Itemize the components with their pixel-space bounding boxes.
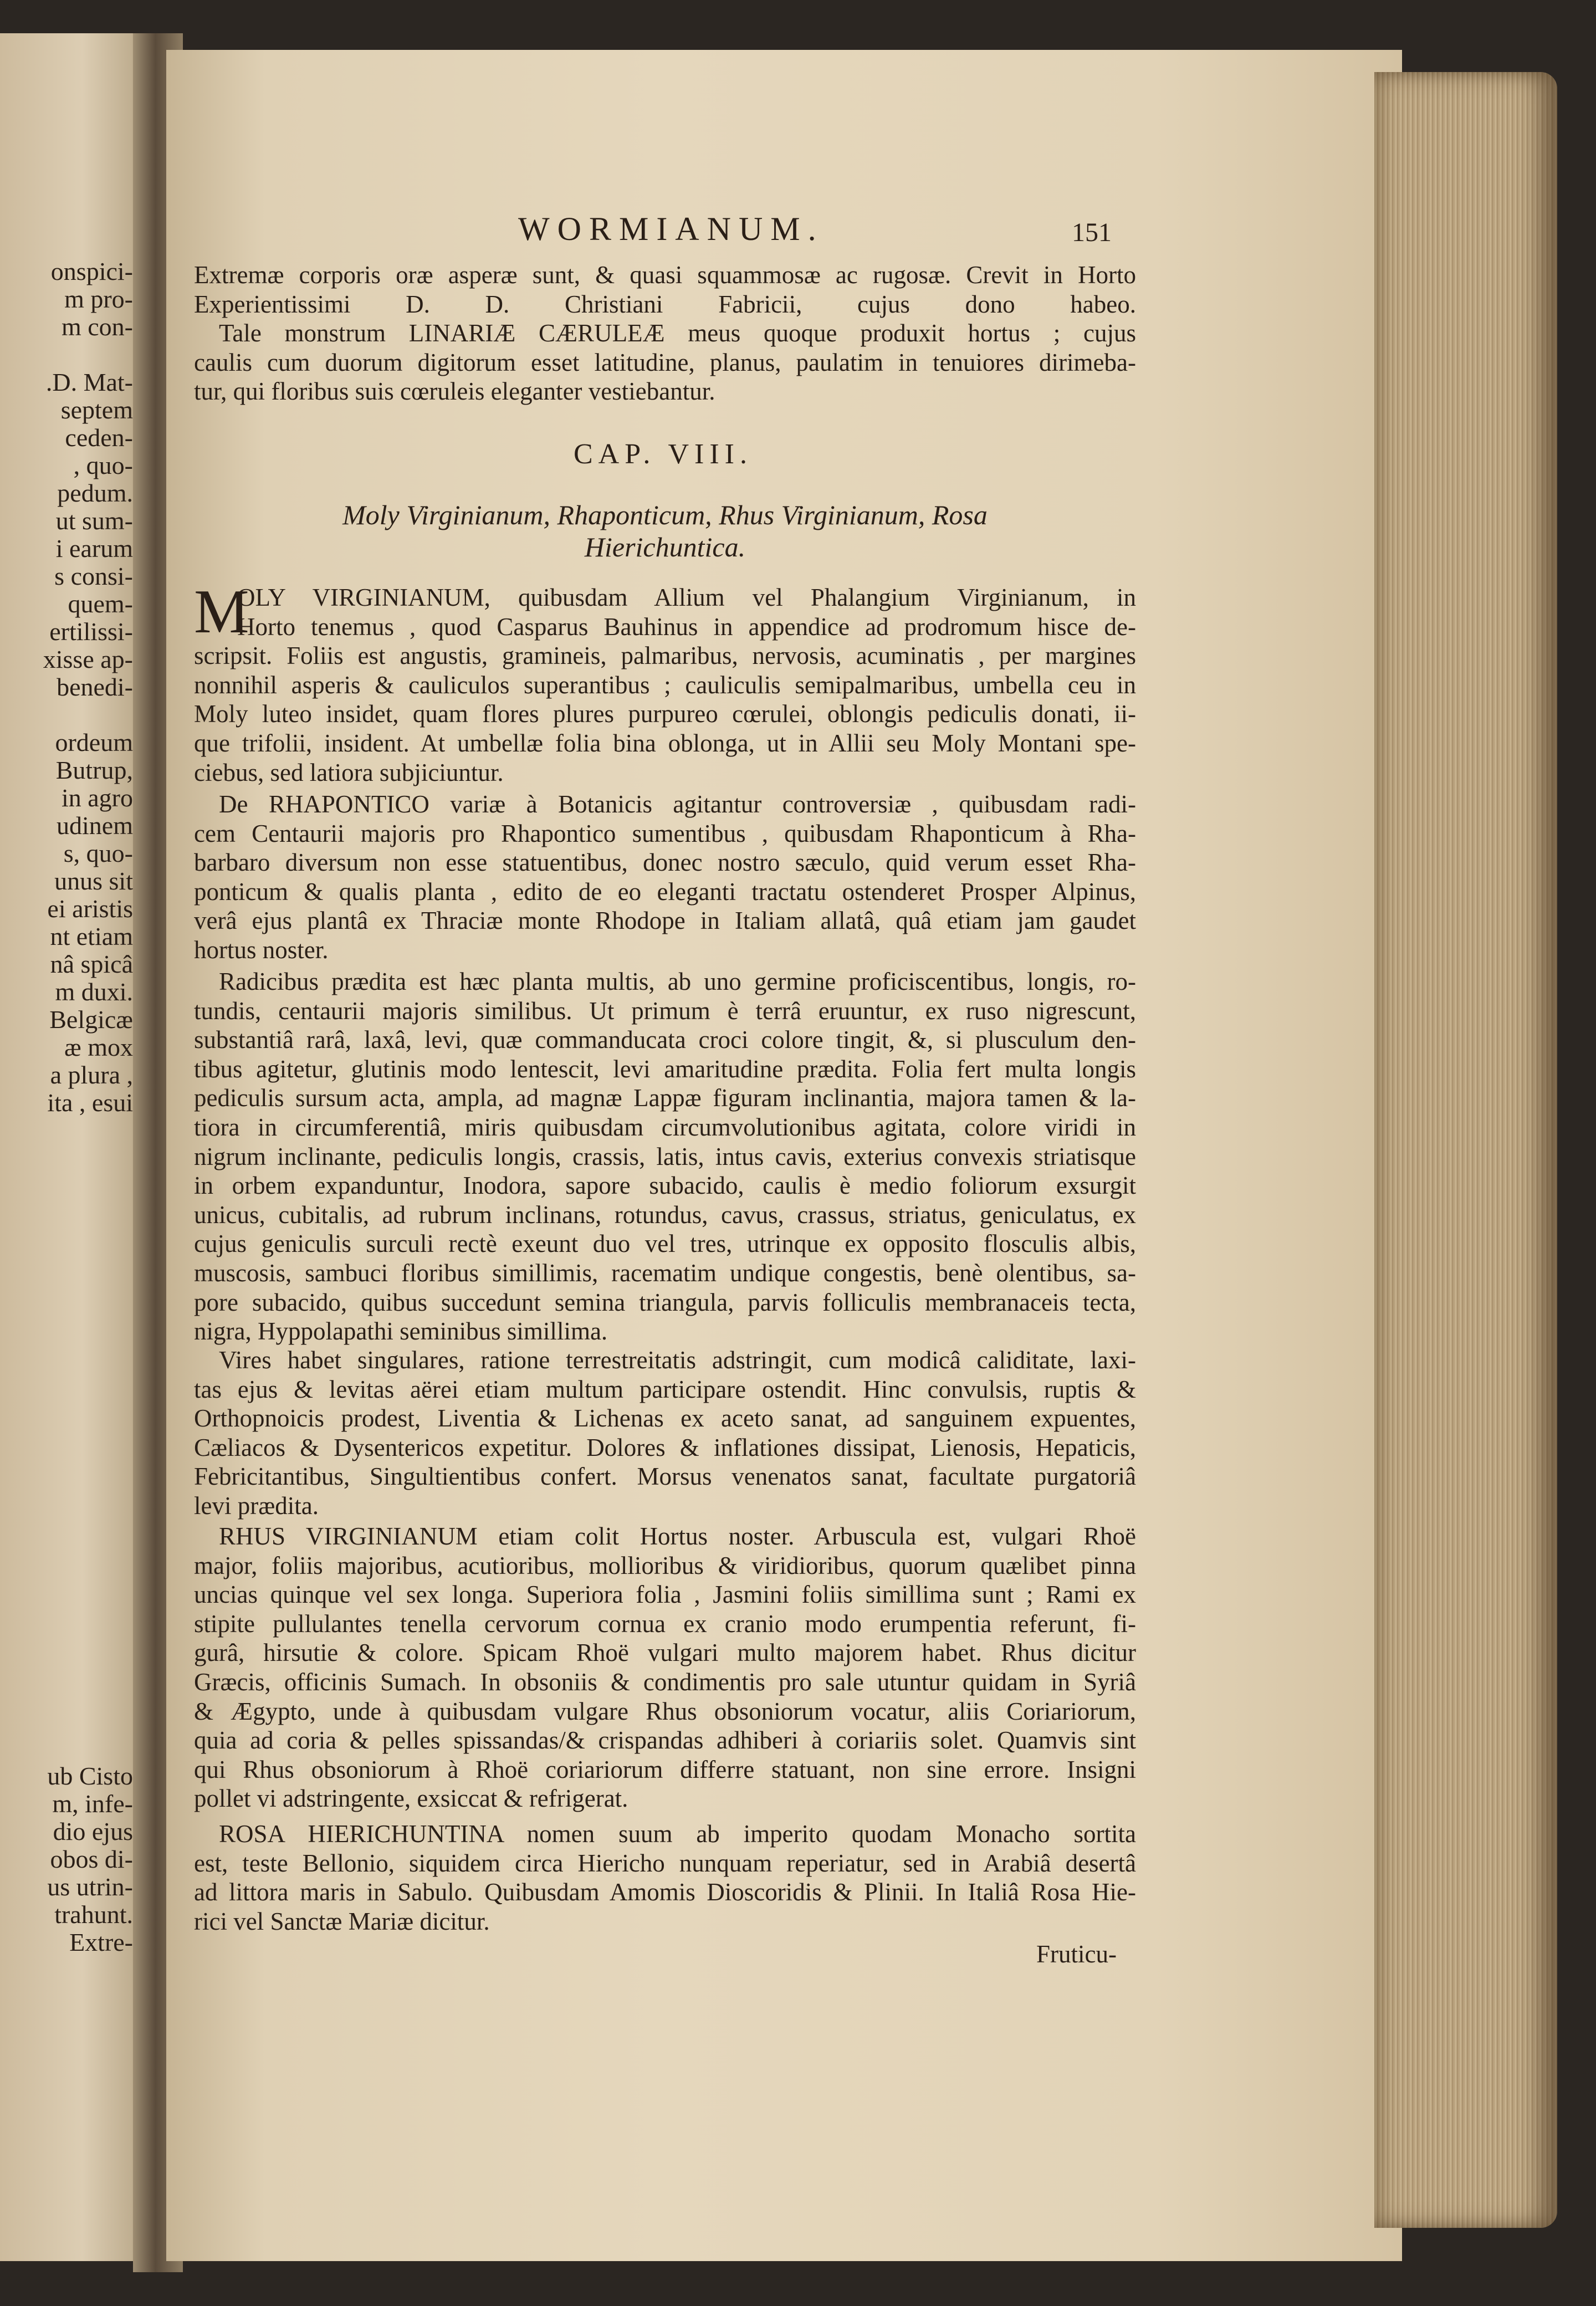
left-page-line: ordeum — [55, 728, 133, 756]
subtitle-line: Hierichuntica. — [584, 531, 746, 563]
text-line: levi prædita. — [194, 1491, 319, 1520]
text-line: rici vel Sanctæ Mariæ dicitur. — [194, 1907, 490, 1935]
left-page-line: .D. Mat- — [45, 368, 133, 396]
left-page-line: a plura , — [50, 1061, 133, 1089]
paragraph-rhus — [194, 1522, 1136, 1813]
drop-cap: M — [194, 577, 249, 646]
text-line: verâ ejus plantâ ex Thraciæ monte Rhodope in Italiam allatâ, quâ etiam jam gaudet — [194, 907, 1136, 935]
text-line: gurâ, hirsutie & colore. Spicam Rhoë vulgari multo majorem habet. Rhus dicitur — [194, 1639, 1136, 1667]
paragraph-rhapontico — [194, 790, 1136, 965]
left-page-line: Extre- — [69, 1928, 133, 1956]
paragraph-rosa — [194, 1819, 1136, 1936]
subtitle-line: Moly Virginianum, Rhaponticum, Rhus Virginianum, Rosa — [342, 499, 988, 530]
text-line: nigrum inclinante, pediculis longis, crassis, latis, intus cavis, exterius convexis striatisque — [194, 1142, 1136, 1170]
text-line: & Ægypto, unde à quibusdam vulgare Rhus obsoniorum vocatur, aliis Coriariorum, — [194, 1697, 1136, 1725]
left-page-line: m con- — [61, 313, 133, 341]
text-line: hortus noster. — [194, 935, 329, 964]
catchword: Fruticu- — [1036, 1940, 1117, 1968]
left-page-line: ei aristis — [47, 894, 133, 923]
text-line: nigra, Hyppolapathi seminibus simillima. — [194, 1317, 608, 1346]
text-line: Experientissimi D. D. Christiani Fabricii, cujus dono habeo. — [194, 290, 1136, 318]
text-line: ciebus, sed latiora subjiciuntur. — [194, 758, 504, 786]
text-line: in orbem expanduntur, Inodora, sapore subacido, caulis è medio foliorum exsurgit — [194, 1172, 1136, 1200]
left-page-line: ub Cisto — [47, 1762, 133, 1790]
text-line: ROSA HIERICHUNTINA nomen suum ab imperito quodam Monacho sortita — [219, 1820, 1136, 1848]
text-line: Cæliacos & Dysentericos expetitur. Dolores & inflationes dissipat, Lienosis, Hepaticis, — [194, 1433, 1136, 1461]
left-page-line: ita , esui — [47, 1088, 133, 1117]
left-page-line: m duxi. — [55, 978, 133, 1006]
text-line: pollet vi adstringente, exsiccat & refrigerat. — [194, 1785, 628, 1813]
left-page-line — [0, 341, 133, 369]
text-line: tibus agitetur, glutinis modo lentescit, levi amaritudine prædita. Folia fert multa longis — [194, 1055, 1136, 1083]
left-page-lower-text — [0, 1762, 133, 1956]
left-page-line: trahunt. — [54, 1900, 133, 1929]
left-page-line: us utrin- — [47, 1873, 133, 1901]
running-head: WORMIANUM. — [518, 211, 824, 247]
left-page-line: ut sum- — [55, 507, 133, 535]
paragraph-radicibus — [194, 967, 1136, 1346]
left-page-line: s consi- — [54, 562, 133, 590]
text-line: est, teste Bellonio, siquidem circa Hiericho nunquam reperiatur, sed in Arabiâ desertâ — [194, 1849, 1136, 1877]
page-number: 151 — [1072, 218, 1112, 247]
text-line: cem Centaurii majoris pro Rhapontico sumentibus , quibusdam Rhaponticum à Rha- — [194, 819, 1136, 847]
text-line: OLY VIRGINIANUM, quibusdam Allium vel Phalangium Virginianum, in — [237, 584, 1136, 611]
left-page-line: ceden- — [65, 423, 133, 452]
text-line: tundis, centaurii majoris similibus. Ut primum è terrâ eruuntur, ex ruso nigrescunt, — [194, 996, 1136, 1025]
text-line: tur, qui floribus suis cœruleis eleganter vestiebantur. — [194, 377, 715, 406]
left-page-line: æ mox — [64, 1033, 133, 1061]
text-line: Moly luteo insidet, quam flores plures purpureo cœrulei, oblongis pediculis donati, ii- — [194, 700, 1136, 728]
left-page-line: Butrup, — [55, 756, 133, 784]
left-page-line: dio ejus — [53, 1817, 133, 1845]
text-line: muscosis, sambuci floribus simillimis, racematim undique congestis, benè olentibus, sa- — [194, 1259, 1136, 1287]
text-line: Orthopnoicis prodest, Liventia & Lichenas ex aceto sanat, ad sanguinem expuentes, — [194, 1404, 1136, 1433]
text-line: RHUS VIRGINIANUM etiam colit Hortus noster. Arbuscula est, vulgari Rhoë — [219, 1522, 1136, 1550]
text-line: tas ejus & levitas aërei etiam multum participare ostendit. Hinc convulsis, ruptis & — [194, 1375, 1136, 1403]
text-line: stipite pullulantes tenella cervorum cornua ex cranio modo erumpentia referunt, fi- — [194, 1609, 1136, 1638]
left-page-line — [0, 701, 133, 729]
text-line: uncias quinque vel sex longa. Superiora folia , Jasmini foliis simillima sunt ; Rami ex — [194, 1581, 1136, 1609]
left-page-line: septem — [60, 396, 133, 424]
left-page-line: unus sit — [54, 867, 133, 895]
left-page-line: udinem — [57, 811, 133, 840]
paragraph-vires — [194, 1346, 1136, 1521]
text-line: substantiâ rarâ, laxâ, levi, quæ commanducata croci colore tingit, &, si plusculum den- — [194, 1026, 1136, 1054]
left-page-line: ertilissi- — [49, 617, 133, 646]
text-line: major, foliis majoribus, acutioribus, mollioribus & viridioribus, quorum quælibet pinna — [194, 1551, 1136, 1579]
text-line: pore subacido, quibus succedunt semina triangula, parvis folliculis membranaceis tecta, — [194, 1288, 1136, 1316]
left-page-line: m, infe- — [52, 1789, 133, 1818]
left-page-line: onspici- — [50, 258, 133, 285]
chapter-heading: CAP. VIII. — [574, 438, 753, 470]
left-page-line: quem- — [68, 590, 133, 618]
text-line: Vires habet singulares, ratione terrestreitatis adstringit, cum modicâ caliditate, laxi- — [219, 1346, 1136, 1374]
text-line: Horto tenemus , quod Casparus Bauhinus in appendice ad prodromum hisce de- — [237, 612, 1136, 641]
intro-paragraph — [194, 260, 1136, 406]
text-line: nonnihil asperis & cauliculos superantibus ; cauliculis semipalmaribus, umbella ceu in — [194, 671, 1136, 699]
page-edges — [1374, 72, 1557, 2228]
text-line: pediculis sursum acta, ampla, ad magnæ Lappæ figuram inclinantia, majora tamen & la- — [194, 1084, 1136, 1112]
text-line: Extremæ corporis oræ asperæ sunt, & quasi squammosæ ac rugosæ. Crevit in Horto — [194, 261, 1136, 289]
text-line: qui Rhus obsoniorum à Rhoë coriariorum differre statuant, non sine errore. Insigni — [194, 1755, 1136, 1783]
text-line: barbaro diversum non esse statuentibus, donec nostro sæculo, quid verum esset Rha- — [194, 848, 1136, 877]
left-page-line: in agro — [61, 784, 133, 812]
text-line: Febricitantibus, Singultientibus confert. Morsus venenatos sanat, facultate purgatoriâ — [194, 1463, 1136, 1491]
left-page-line: i earum — [55, 534, 133, 563]
text-line: quia ad coria & pelles spissandas/& crispandas adhiberi à coriariis solet. Quamvis sint — [194, 1726, 1136, 1755]
text-line: tiora in circumferentiâ, miris quibusdam circumvolutionibus agitata, colore viridi in — [194, 1113, 1136, 1141]
text-line: scripsit. Foliis est angustis, gramineis, palmaribus, nervosis, acuminatis , per margines — [194, 642, 1136, 670]
left-page-line: obos di- — [50, 1845, 133, 1873]
text-line: De RHAPONTICO variæ à Botanicis agitantur controversiæ , quibusdam radi- — [219, 790, 1136, 818]
left-page-line: nt etiam — [50, 922, 133, 950]
text-line: caulis cum duorum digitorum esset latitudine, planus, paulatim in tenuiores dirimeba- — [194, 348, 1136, 376]
text-line: que trifolii, insident. At umbellæ folia bina oblonga, ut in Allii seu Moly Montani spe- — [194, 729, 1136, 757]
text-line: Radicibus prædita est hæc planta multis, ab uno germine proficiscentibus, longis, ro- — [219, 968, 1136, 995]
left-page-line: pedum. — [57, 479, 133, 507]
left-page-line: xisse ap- — [43, 645, 133, 673]
text-line: cujus geniculis surculi rectè exeunt duo vel tres, utrinque ex opposito flosculis albis, — [194, 1230, 1136, 1258]
chapter-subtitle — [194, 499, 1136, 563]
text-line: Græcis, officinis Sumach. In obsoniis & condimentis pro sale utuntur quidam in Syriâ — [194, 1668, 1136, 1696]
left-page-line: Belgicæ — [49, 1005, 133, 1034]
left-page-upper-text — [0, 258, 133, 1117]
text-line: Tale monstrum LINARIÆ CÆRULEÆ meus quoque produxit hortus ; cujus — [219, 319, 1136, 347]
left-page-line: benedi- — [57, 673, 133, 701]
text-line: ponticum & qualis planta , edito de eo eleganti tractatu ostenderet Prosper Alpinus, — [194, 877, 1136, 906]
left-page-line: s, quo- — [63, 839, 133, 867]
text-line: unicus, cubitalis, ad rubrum inclinans, rotundus, cavus, crassus, striatus, geniculatus, ex — [194, 1200, 1136, 1229]
left-page-line: , quo- — [73, 451, 133, 479]
text-line: ad littora maris in Sabulo. Quibusdam Amomis Dioscoridis & Plinii. In Italiâ Rosa Hie- — [194, 1878, 1136, 1906]
paragraph-moly — [194, 577, 1136, 787]
left-page-line: m pro- — [64, 285, 133, 313]
left-page-line: nâ spicâ — [50, 950, 133, 978]
